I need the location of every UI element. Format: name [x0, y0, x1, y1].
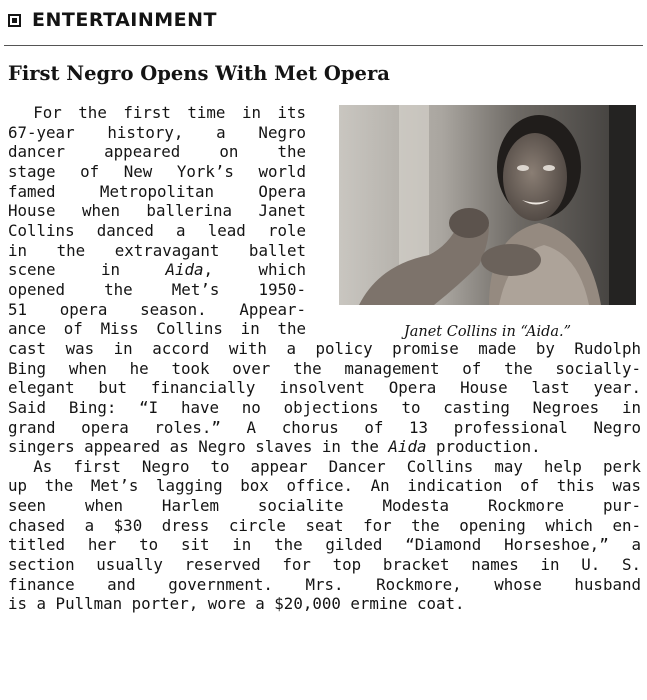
- italic-title: Aida: [388, 437, 427, 457]
- line-text: elegant but financially insolvent Opera House last year.: [8, 378, 641, 398]
- body-line: [8, 359, 641, 379]
- body-line: [8, 103, 306, 123]
- body-line: [8, 339, 641, 359]
- body-line: [8, 142, 306, 162]
- body-line: [8, 201, 306, 221]
- line-text: scene in: [8, 260, 166, 280]
- body-line: [8, 182, 306, 202]
- body-line: up the Met’s lagging box office. An indication of this was: [8, 476, 641, 496]
- body-line: seen when Harlem socialite Modesta Rockmore pur-: [8, 496, 641, 516]
- body-line: [8, 398, 641, 418]
- line-text: in the extravagant ballet: [8, 240, 306, 260]
- body-line: [8, 378, 641, 398]
- line-text: grand opera roles.” A chorus of 13 professional Negro: [8, 417, 641, 437]
- line-text: opened the Met’s 1950-: [8, 279, 306, 299]
- body-line: [8, 123, 306, 143]
- line-text: famed Metropolitan Opera: [8, 181, 306, 201]
- article-body: [8, 103, 641, 614]
- body-line: As first Negro to appear Dancer Collins may help perk: [33, 456, 641, 476]
- body-line: is a Pullman porter, wore a $20,000 ermine coat.: [8, 594, 465, 614]
- article-headline: First Negro Opens With Met Opera: [8, 62, 390, 85]
- section-label: ENTERTAINMENT: [32, 9, 218, 31]
- line-text: Bing when he took over the management of the socially-: [8, 358, 641, 378]
- body-line: section usually reserved for top bracket names in U. S.: [8, 555, 641, 575]
- body-line: [8, 221, 306, 241]
- line-text: singers appeared as Negro slaves in the: [8, 437, 389, 457]
- paragraph-1: [8, 103, 641, 457]
- line-text: 67-year history, a Negro: [8, 122, 306, 142]
- line-text: stage of New York’s world: [8, 161, 306, 181]
- line-text: For the first time in its: [33, 103, 306, 122]
- header-rule: [4, 45, 643, 46]
- italic-title: Aida: [165, 260, 204, 280]
- photo-caption: Janet Collins in “Aida.”: [403, 324, 572, 340]
- body-line: [8, 162, 306, 182]
- body-line: chased a $30 dress circle seat for the opening which en-: [8, 515, 641, 535]
- line-text: Collins danced a lead role: [8, 220, 306, 240]
- body-line: [8, 319, 306, 339]
- body-line: [8, 418, 641, 438]
- line-text: dancer appeared on the: [8, 142, 306, 162]
- line-text: House when ballerina Janet: [8, 201, 306, 221]
- body-line: finance and government. Mrs. Rockmore, whose husband: [8, 574, 641, 594]
- line-text: production.: [426, 437, 541, 457]
- line-text: Said Bing: “I have no objections to casting Negroes in: [8, 397, 641, 417]
- line-text: cast was in accord with a policy promise made by Rudolph: [8, 338, 641, 358]
- section-header: [8, 9, 217, 31]
- line-text: , which: [203, 260, 306, 280]
- paragraph-2: [8, 457, 641, 614]
- body-line: titled her to sit in the gilded “Diamond Horseshoe,” a: [8, 535, 641, 555]
- body-line: [8, 241, 306, 261]
- body-line: [8, 280, 306, 300]
- body-line: [8, 437, 641, 457]
- body-line: [8, 260, 306, 280]
- square-bullet-icon: [8, 14, 21, 27]
- line-text: ance of Miss Collins in the: [8, 319, 306, 339]
- line-text: 51 opera season. Appear-: [8, 299, 306, 319]
- body-line: [8, 300, 306, 320]
